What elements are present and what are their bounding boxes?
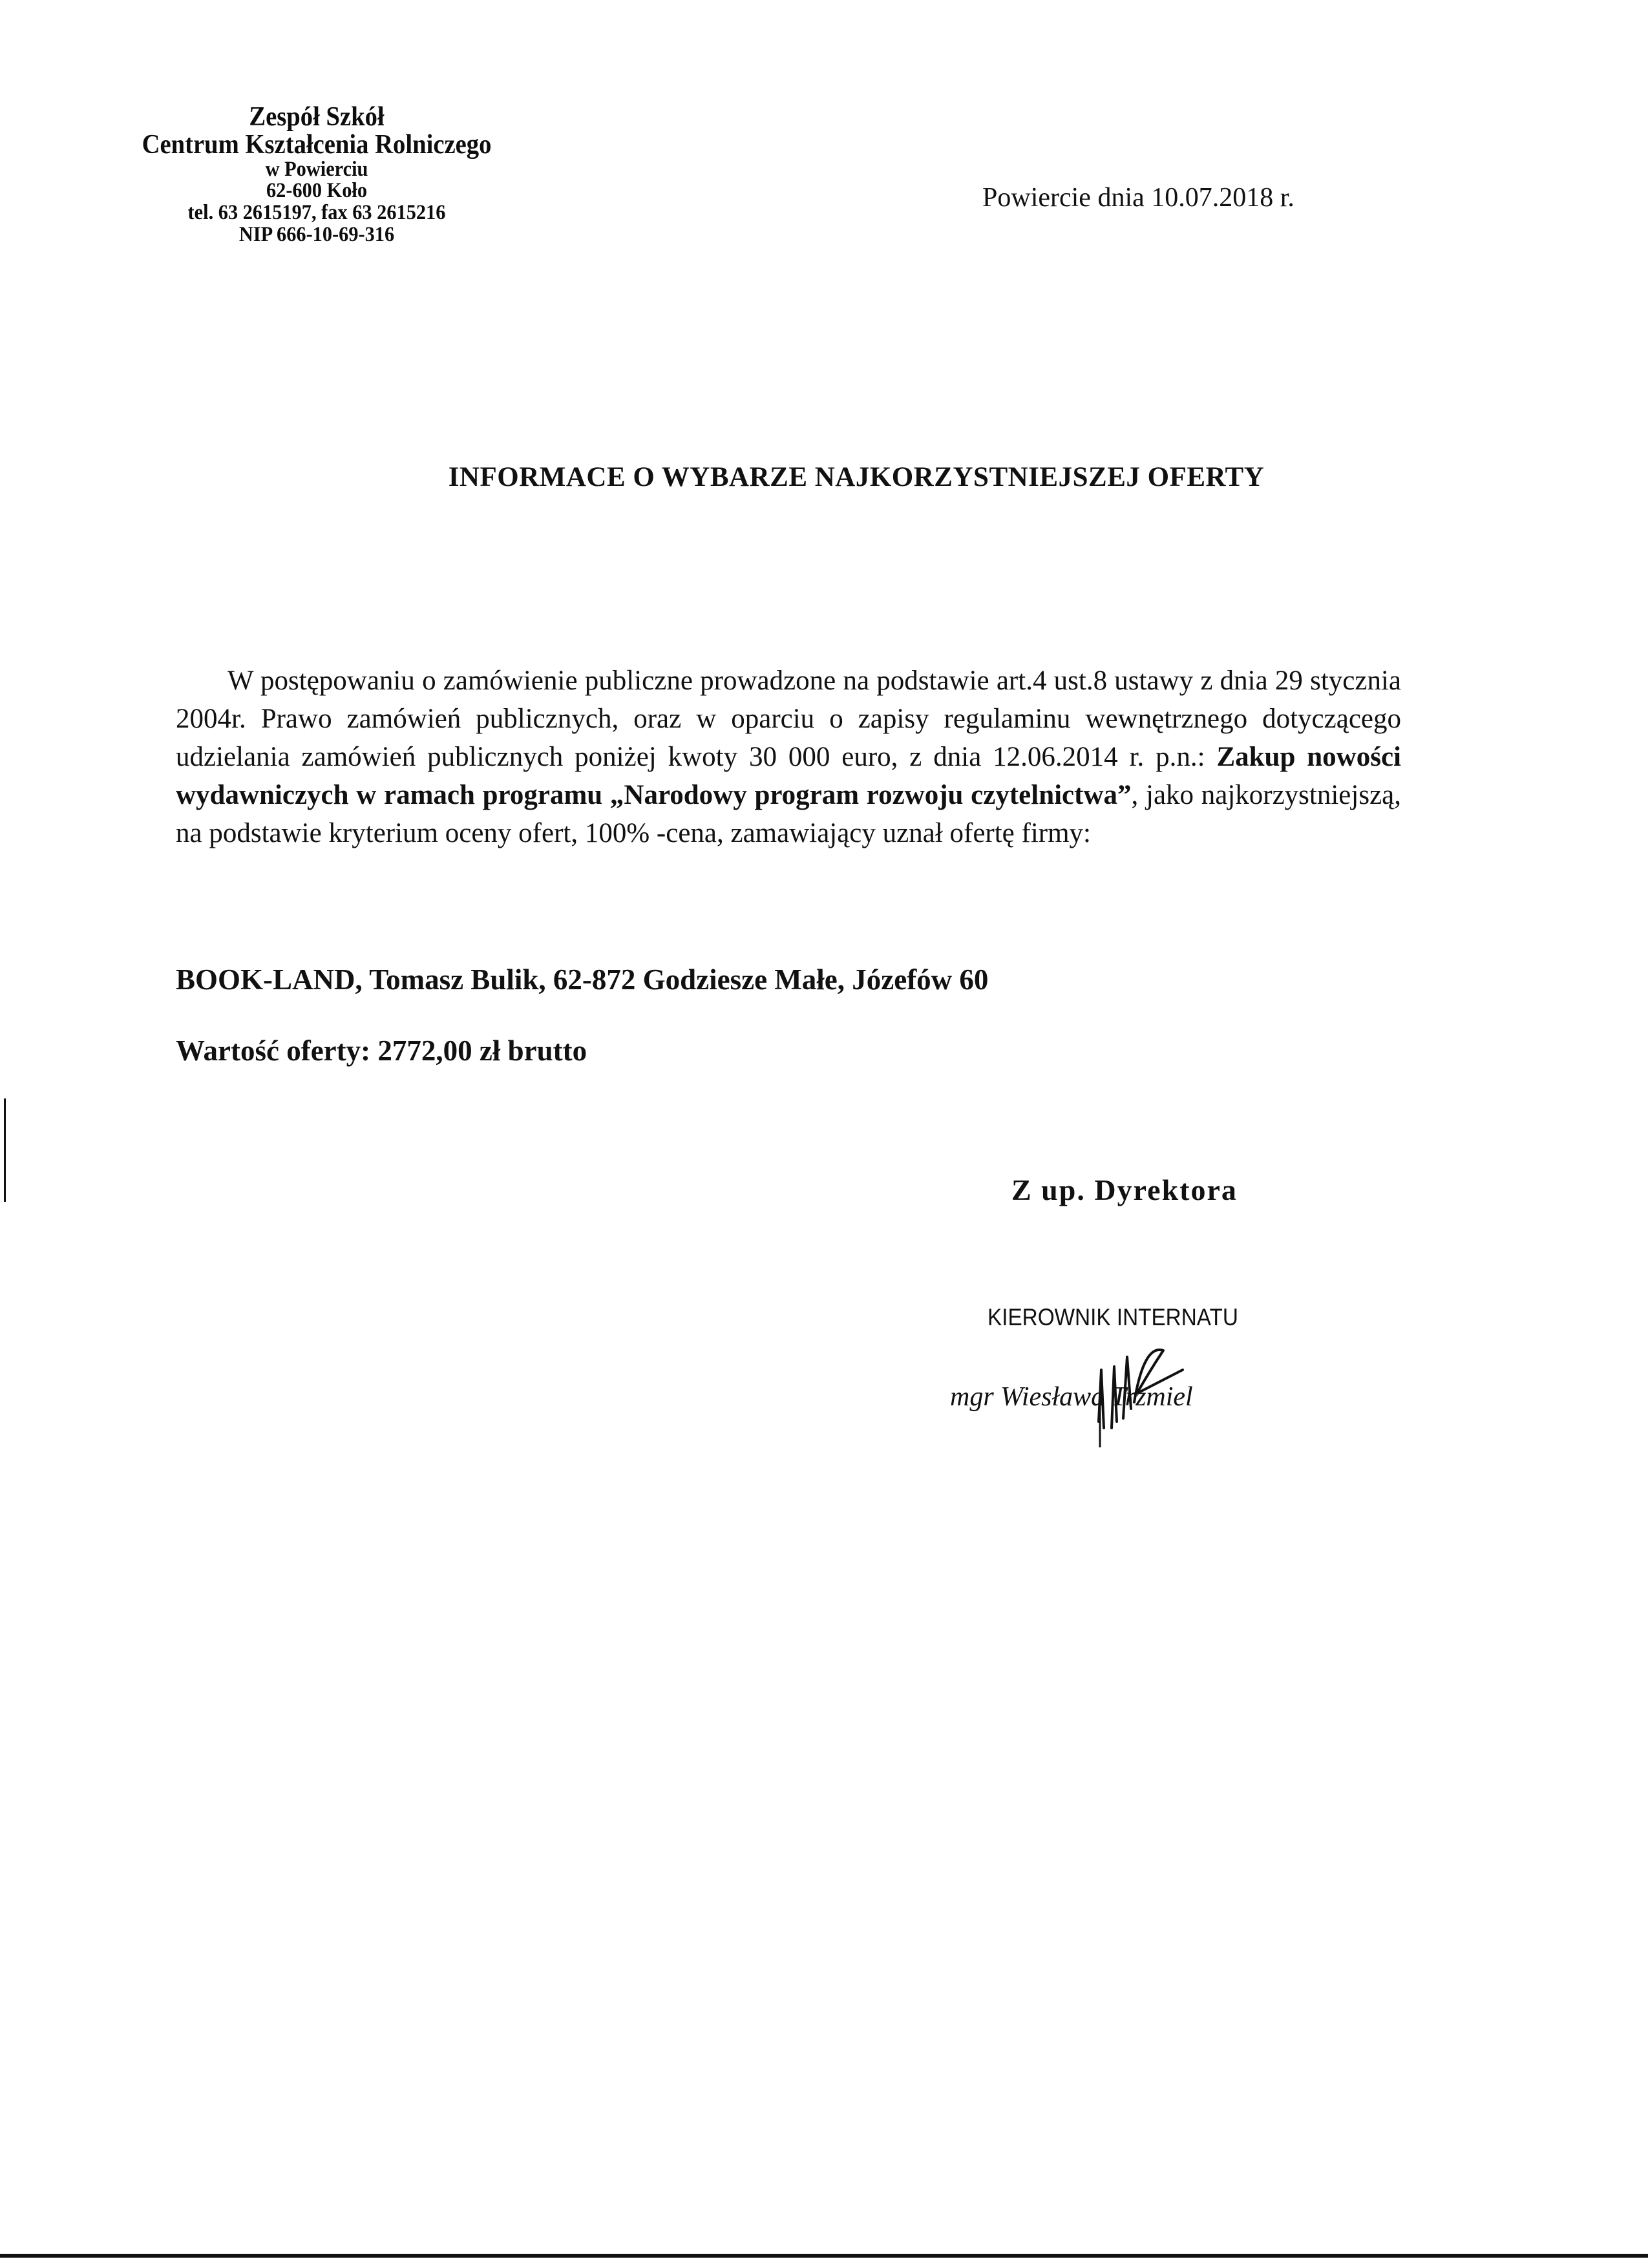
handwritten-signature-icon (1086, 1331, 1202, 1447)
body-text-start: W postępowaniu o zamówienie publiczne prowadzone na podstawie art.4 ust.8 ustawy z dnia 29 stycznia 2004r. Prawo zamówień publicznych, oraz w oparciu o zapisy regulaminu wewnętrznego dotyczącego udzielania zamówień publicznych poniżej kwoty 30 000 euro, z dnia 12.06.2014 r. p.n.: (176, 666, 1401, 772)
stamp-line-centre: Centrum Kształcenia Rolniczego (142, 129, 492, 160)
stamp-line-location: w Powierciu (265, 157, 368, 181)
signer-name: mgr Wiesława Trzmiel (950, 1382, 1193, 1412)
stamp-line-postal: 62-600 Koło (266, 179, 367, 203)
signer-role: KIEROWNIK INTERNATU (988, 1304, 1238, 1330)
procurement-name: Zakup nowości wydawniczych w ramach programu „Narodowy program rozwoju czytelnictwa” (176, 742, 1401, 810)
scan-edge-left-mark (4, 1098, 6, 1202)
stamp-line-phone: tel. 63 2615197, fax 63 2615216 (187, 200, 446, 224)
stamp-line-school: Zespół Szkół (249, 102, 385, 132)
winning-company: BOOK-LAND, Tomasz Bulik, 62-872 Godziesze Małe, Józefów 60 (176, 963, 989, 996)
on-behalf-of-director: Z up. Dyrektora (1011, 1173, 1238, 1206)
scan-edge-bottom (0, 2254, 1648, 2258)
document-title: INFORMACE O WYBARZE NAJKORZYSTNIEJSZEJ OFERTY (448, 462, 1265, 492)
school-stamp (103, 103, 530, 246)
stamp-line-nip: NIP 666-10-69-316 (238, 222, 395, 246)
body-paragraph (176, 662, 1401, 852)
document-date: Powiercie dnia 10.07.2018 r. (982, 183, 1294, 213)
offer-value: Wartość oferty: 2772,00 zł brutto (176, 1034, 587, 1067)
body-text-end: , jako najkorzystniejszą, na podstawie kryterium oceny ofert, 100% -cena, zamawiający uznał ofertę firmy: (176, 780, 1401, 848)
